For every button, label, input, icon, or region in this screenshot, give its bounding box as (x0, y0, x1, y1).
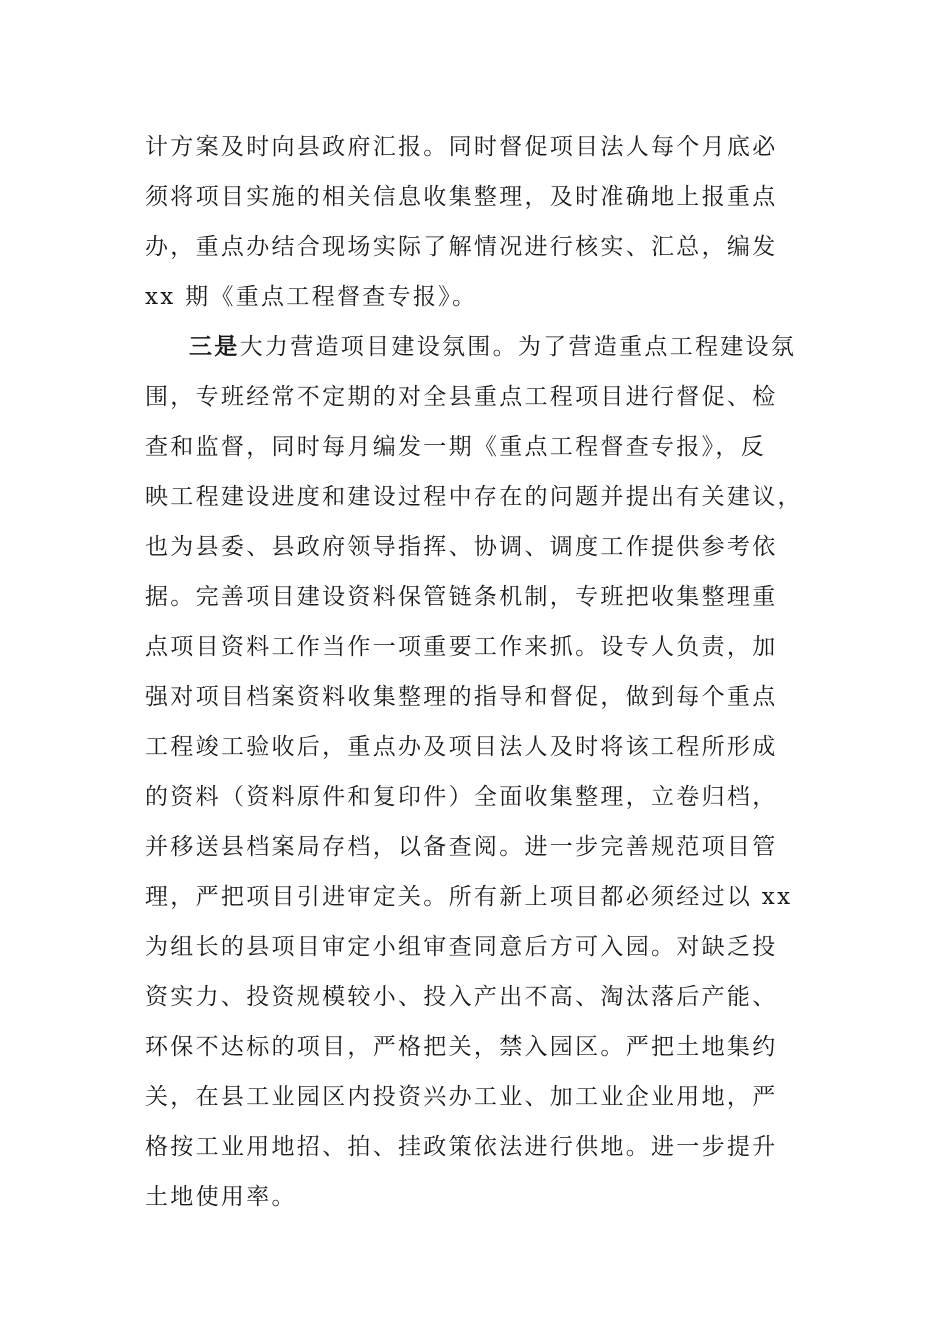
text-line: 的资料（资料原件和复印件）全面收集整理，立卷归档， (145, 784, 778, 810)
paragraph-first-line (145, 322, 805, 372)
paragraph-2 (145, 322, 805, 1222)
text-line: 点项目资料工作当作一项重要工作来抓。设专人负责，加 (145, 634, 778, 660)
paragraph-first-line-text: 大力营造项目建设氛围。为了营造重点工程建设氛 (239, 334, 797, 360)
text-line: 环保不达标的项目，严格把关，禁入园区。严把土地集约 (145, 1034, 778, 1060)
text-line: 资实力、投资规模较小、投入产出不高、淘汰落后产能、 (145, 984, 778, 1010)
text-line: 须将项目实施的相关信息收集整理，及时准确地上报重点 (145, 184, 778, 210)
text-line: 计方案及时向县政府汇报。同时督促项目法人每个月底必 (145, 134, 778, 160)
text-line: 并移送县档案局存档，以备查阅。进一步完善规范项目管 (145, 834, 778, 860)
text-line: 理，严把项目引进审定关。所有新上项目都必须经过以 xx (145, 884, 793, 910)
paragraph-1 (145, 122, 805, 322)
text-line: 土地使用率。 (145, 1184, 297, 1210)
text-line: 围，专班经常不定期的对全县重点工程项目进行督促、检 (145, 384, 778, 410)
text-line: 强对项目档案资料收集整理的指导和督促，做到每个重点 (145, 684, 778, 710)
text-line: 关，在县工业园区内投资兴办工业、加工业企业用地，严 (145, 1084, 778, 1110)
text-line: 工程竣工验收后，重点办及项目法人及时将该工程所形成 (145, 734, 778, 760)
text-line: 格按工业用地招、拍、挂政策依法进行供地。进一步提升 (145, 1134, 778, 1160)
text-line: 映工程建设进度和建设过程中存在的问题并提出有关建议， (145, 484, 803, 510)
document-body (145, 122, 805, 1222)
text-line: 查和监督，同时每月编发一期《重点工程督查专报》，反 (145, 434, 766, 460)
text-line: 办，重点办结合现场实际了解情况进行核实、汇总，编发 (145, 234, 778, 260)
text-line: xx 期《重点工程督查专报》。 (145, 284, 478, 310)
text-line: 据。完善项目建设资料保管链条机制，专班把收集整理重 (145, 584, 778, 610)
text-line: 为组长的县项目审定小组审查同意后方可入园。对缺乏投 (145, 934, 778, 960)
paragraph-lead: 三是 (189, 333, 240, 360)
text-line: 也为县委、县政府领导指挥、协调、调度工作提供参考依 (145, 534, 778, 560)
